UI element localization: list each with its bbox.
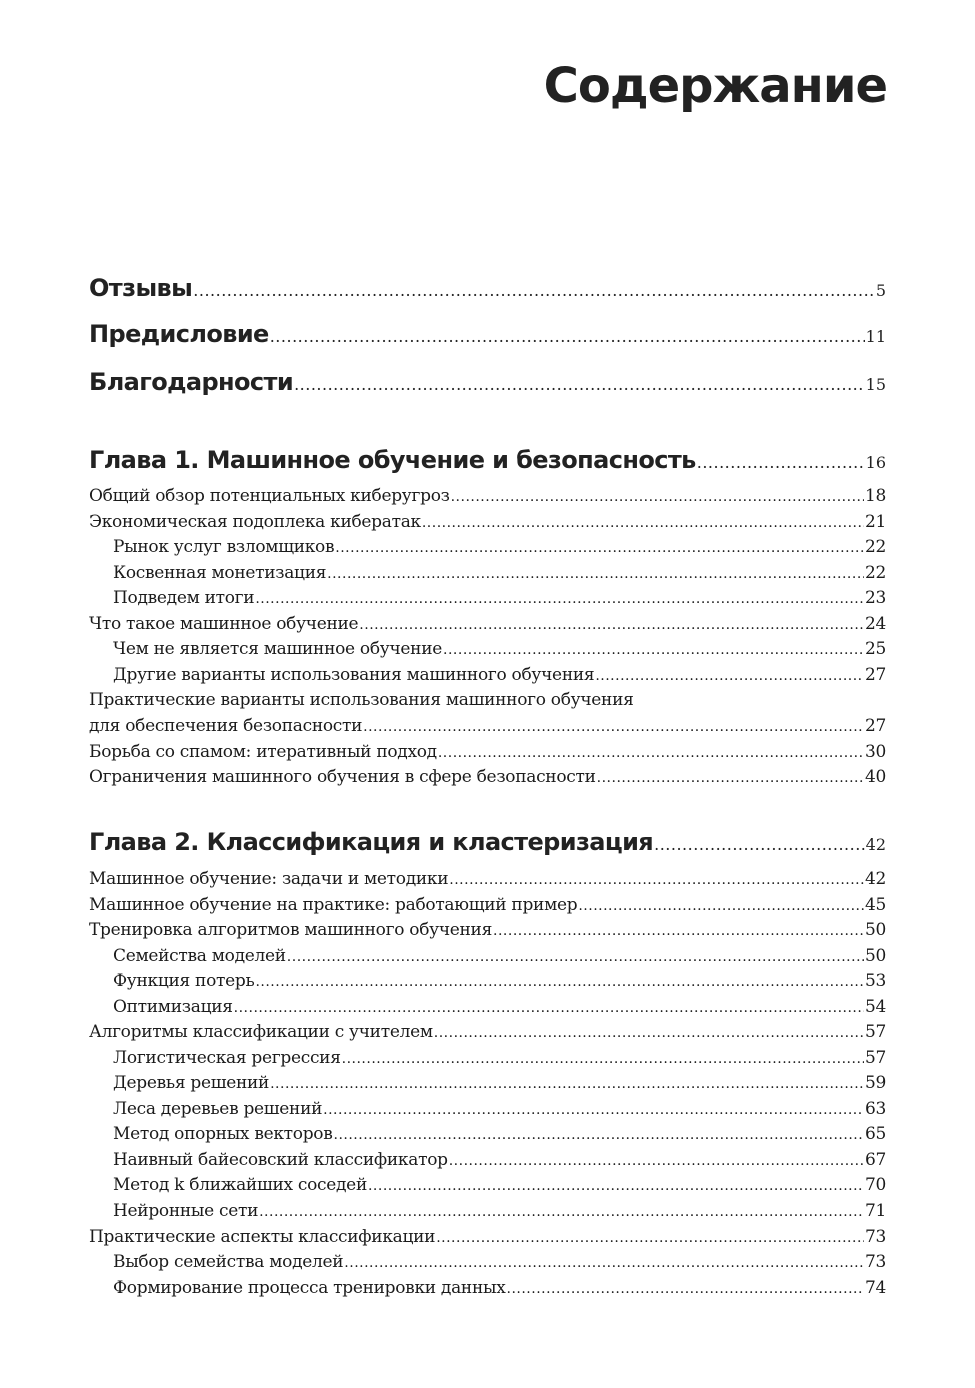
toc-page-number: 50 (864, 946, 886, 966)
toc-subentry[interactable] (89, 1099, 886, 1119)
toc-subentry[interactable] (89, 537, 886, 557)
toc-page-number: 25 (864, 639, 886, 659)
toc-label: Семейства моделей (113, 946, 286, 966)
toc-entry[interactable] (89, 614, 886, 634)
toc-entry-preface[interactable] (89, 320, 886, 348)
toc-subentry[interactable] (89, 1150, 886, 1170)
toc-subentry[interactable] (89, 971, 886, 991)
dot-leader (451, 489, 864, 505)
dot-leader (234, 1000, 864, 1016)
dot-leader (323, 1102, 864, 1118)
toc-subentry[interactable] (89, 1124, 886, 1144)
toc-page-number: 30 (864, 742, 886, 762)
dot-leader (294, 375, 865, 394)
toc-page-number: 73 (864, 1252, 886, 1272)
toc-page-number: 5 (875, 281, 886, 300)
dot-leader (270, 1076, 864, 1092)
toc-label: Общий обзор потенциальных киберугроз (89, 486, 450, 506)
toc-entry[interactable] (89, 767, 886, 787)
toc-entry[interactable] (89, 742, 886, 762)
toc-label: Алгоритмы классификации с учителем (89, 1022, 433, 1042)
dot-leader (335, 540, 864, 556)
dot-leader (597, 770, 864, 786)
dot-leader (359, 617, 864, 633)
toc-label: Логистическая регрессия (113, 1048, 341, 1068)
dot-leader (595, 668, 864, 684)
toc-subentry[interactable] (89, 588, 886, 608)
toc-page-number: 27 (864, 716, 886, 736)
toc-page-number: 71 (864, 1201, 886, 1221)
chapter-2-heading[interactable] (89, 828, 886, 856)
toc-label: Экономическая подоплека кибератак (89, 512, 421, 532)
dot-leader (436, 1230, 864, 1246)
toc-label: Глава 1. Машинное обучение и безопасность (89, 446, 696, 474)
toc-page-number: 73 (864, 1227, 886, 1247)
chapter-1-heading[interactable] (89, 446, 886, 474)
toc-label: Чем не является машинное обучение (113, 639, 443, 659)
dot-leader (443, 642, 864, 658)
dot-leader (363, 719, 864, 735)
toc-page-number: 24 (864, 614, 886, 634)
dot-leader (438, 745, 864, 761)
toc-label: Функция потерь (113, 971, 255, 991)
dot-leader (654, 835, 865, 854)
toc-page-number: 15 (865, 375, 886, 394)
toc-page-number: 16 (865, 453, 886, 472)
dot-leader (270, 327, 865, 346)
toc-entry-acknowledgements[interactable] (89, 368, 886, 396)
dot-leader (422, 515, 864, 531)
toc-label: Машинное обучение: задачи и методики (89, 869, 449, 889)
toc-label: Выбор семейства моделей (113, 1252, 344, 1272)
toc-subentry[interactable] (89, 1252, 886, 1272)
toc-label: Машинное обучение на практике: работающий пример (89, 895, 578, 915)
toc-page-number: 22 (864, 563, 886, 583)
dot-leader (342, 1051, 864, 1067)
dot-leader (327, 566, 864, 582)
toc-page-number: 27 (864, 665, 886, 685)
toc-page-number: 57 (864, 1022, 886, 1042)
toc-label: Глава 2. Классификация и кластеризация (89, 828, 654, 856)
toc-label: Другие варианты использования машинного обучения (113, 665, 595, 685)
toc-label: Наивный байесовский классификатор (113, 1150, 448, 1170)
dot-leader (344, 1255, 864, 1271)
toc-label: Борьба со спамом: итеративный подход (89, 742, 437, 762)
toc-label: Косвенная монетизация (113, 563, 327, 583)
toc-label: Формирование процесса тренировки данных (113, 1278, 506, 1298)
toc-label: Нейронные сети (113, 1201, 259, 1221)
dot-leader (493, 923, 864, 939)
toc-label: Предисловие (89, 320, 269, 348)
dot-leader (449, 872, 864, 888)
page-title: Содержание (543, 58, 887, 114)
toc-label: Тренировка алгоритмов машинного обучения (89, 920, 493, 940)
toc-subentry[interactable] (89, 639, 886, 659)
toc-subentry[interactable] (89, 946, 886, 966)
toc-page-number: 54 (864, 997, 886, 1017)
toc-page-number: 23 (864, 588, 886, 608)
toc-subentry[interactable] (89, 665, 886, 685)
toc-label: Метод k ближайших соседей (113, 1175, 367, 1195)
toc-label: Практические аспекты классификации (89, 1227, 436, 1247)
dot-leader (434, 1025, 864, 1041)
toc-page-number: 45 (864, 895, 886, 915)
toc-entry[interactable] (89, 1227, 886, 1247)
dot-leader (368, 1178, 864, 1194)
toc-subentry[interactable] (89, 997, 886, 1017)
dot-leader (578, 898, 864, 914)
toc-label: Подведем итоги (113, 588, 255, 608)
dot-leader (255, 591, 864, 607)
dot-leader (507, 1281, 864, 1297)
toc-subentry[interactable] (89, 1201, 886, 1221)
toc-subentry[interactable] (89, 1175, 886, 1195)
toc-entry[interactable] (89, 716, 886, 736)
toc-page-number: 57 (864, 1048, 886, 1068)
dot-leader (193, 281, 875, 300)
toc-page-number: 65 (864, 1124, 886, 1144)
toc-label: Рынок услуг взломщиков (113, 537, 335, 557)
toc-label: для обеспечения безопасности (89, 716, 363, 736)
toc-label: Метод опорных векторов (113, 1124, 333, 1144)
toc-page-number: 42 (865, 835, 886, 854)
dot-leader (287, 949, 864, 965)
toc-label: Отзывы (89, 274, 193, 302)
toc-page-number: 42 (864, 869, 886, 889)
toc-entry[interactable] (89, 869, 886, 889)
toc-page-number: 67 (864, 1150, 886, 1170)
toc-label: Леса деревьев решений (113, 1099, 323, 1119)
toc-page-number: 21 (864, 512, 886, 532)
toc-page-number: 63 (864, 1099, 886, 1119)
toc-entry[interactable] (89, 1022, 886, 1042)
toc-page-number: 50 (864, 920, 886, 940)
toc-subentry[interactable] (89, 1278, 886, 1298)
toc-entry[interactable] (89, 895, 886, 915)
toc-subentry[interactable] (89, 563, 886, 583)
dot-leader (449, 1153, 864, 1169)
toc-page-number: 40 (864, 767, 886, 787)
toc-page-number: 59 (864, 1073, 886, 1093)
toc-entry[interactable] (89, 920, 886, 940)
toc-label: Что такое машинное обучение (89, 614, 359, 634)
toc-page-number: 11 (865, 327, 886, 346)
toc-label: Ограничения машинного обучения в сфере безопасности (89, 767, 596, 787)
toc-page-number: 22 (864, 537, 886, 557)
toc-subentry[interactable] (89, 1073, 886, 1093)
toc-page-number: 18 (864, 486, 886, 506)
toc-label: Благодарности (89, 368, 294, 396)
dot-leader (697, 453, 865, 472)
toc-page-number: 70 (864, 1175, 886, 1195)
toc-label: Деревья решений (113, 1073, 270, 1093)
dot-leader (259, 1204, 864, 1220)
toc-page-number: 53 (864, 971, 886, 991)
toc-label: Оптимизация (113, 997, 233, 1017)
toc-page-number: 74 (864, 1278, 886, 1298)
toc-entry[interactable] (89, 486, 886, 506)
toc-subentry[interactable] (89, 1048, 886, 1068)
toc-entry-wrapped-line[interactable]: Практические варианты использования машинного обучения (89, 690, 634, 710)
toc-entry[interactable] (89, 512, 886, 532)
dot-leader (334, 1127, 864, 1143)
toc-entry-reviews[interactable] (89, 274, 886, 302)
dot-leader (255, 974, 864, 990)
